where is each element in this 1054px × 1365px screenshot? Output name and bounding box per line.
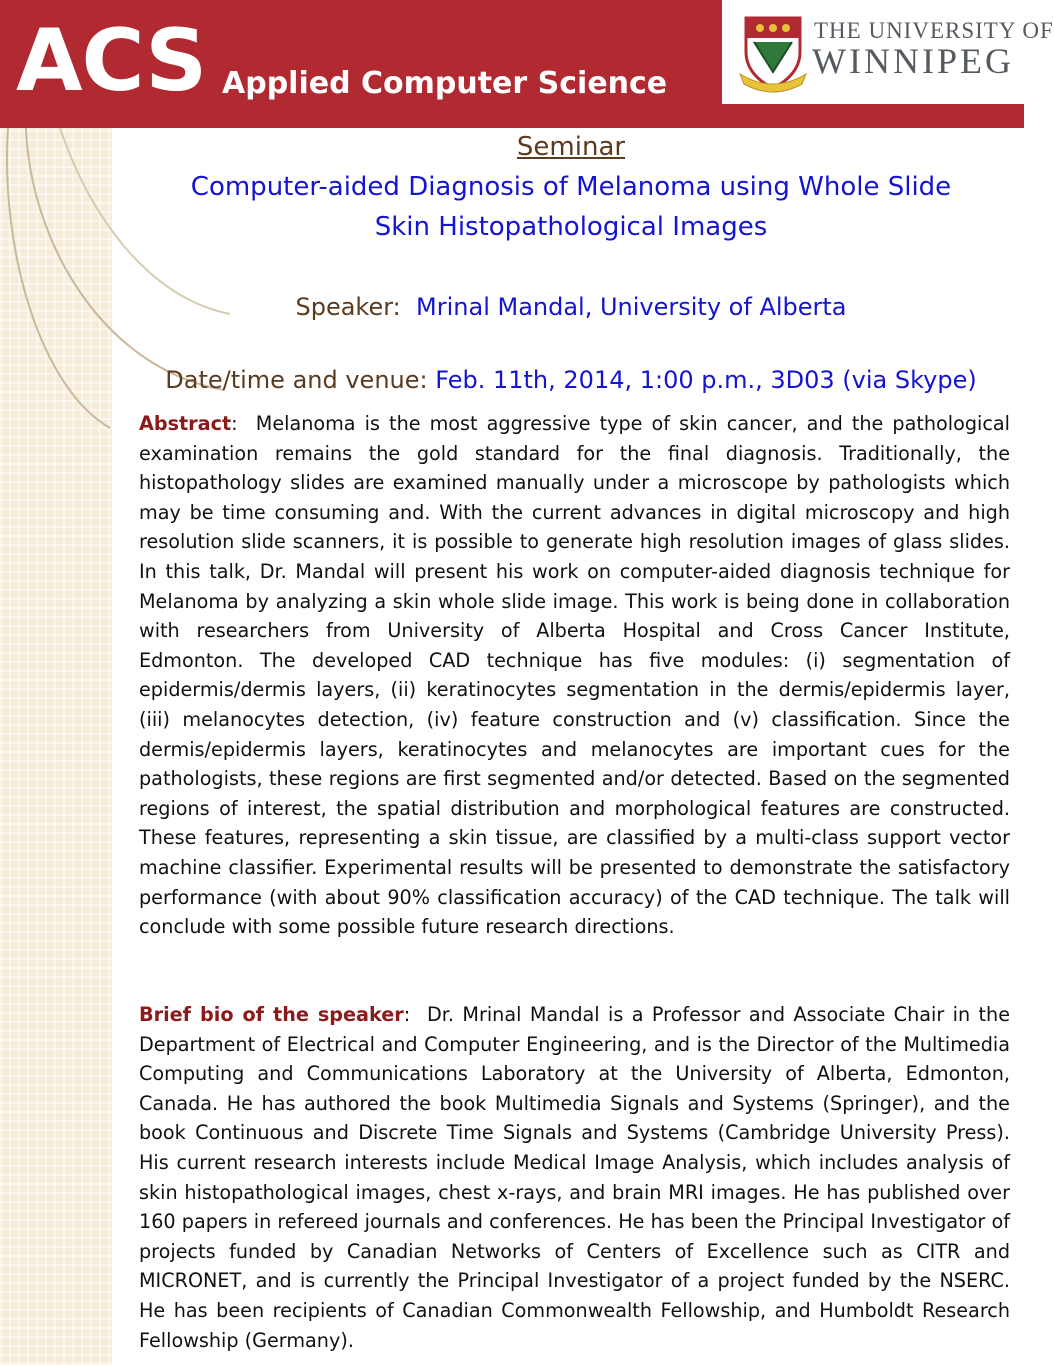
talk-title-line-1: Computer-aided Diagnosis of Melanoma using Whole Slide <box>190 172 952 202</box>
datetime-line <box>118 366 1024 394</box>
talk-title-line-2: Skin Histopathological Images <box>374 212 768 242</box>
university-name-main: WINNIPEG <box>812 41 1014 81</box>
bio-text: Dr. Mrinal Mandal is a Professor and Associate Chair in the Department of Electrical and Computer Engineering, and is the Director of the Multimedia Computing and Communications Laboratory at the University of Alberta, Edmonton, Canada. He has authored the book Multimedia Signals and Systems (Springer), and the book Continuous and Discrete Time Signals and Systems (Cambridge University Press). His current research interests include Medical Image Analysis, which includes analysis of skin histopathological images, chest x-rays, and brain MRI images. He has published over 160 papers in refereed journals and conferences. He has been the Principal Investigator of projects funded by Canadian Networks of Centers of Excellence such as CITR and MICRONET, and is currently the Principal Investigator of a project funded by the NSERC. He has been recipients of Canadian Commonwealth Fellowship, and Humboldt Research Fellowship (Germany). <box>139 1003 1011 1352</box>
abstract-label: Abstract <box>139 412 232 435</box>
abstract-text: Melanoma is the most aggressive type of skin cancer, and the pathological examination remains the gold standard for the final diagnosis. Traditionally, the histopathology slides are examined manually under a microscope by pathologists which may be time consuming and. With the current advances in digital microscopy and high resolution slide scanners, it is possible to generate high resolution images of glass slides. In this talk, Dr. Mandal will present his work on computer-aided diagnosis technique for Melanoma by analyzing a skin whole slide image. This work is being done in collaboration with researchers from University of Alberta Hospital and Cross Cancer Institute, Edmonton. The developed CAD technique has five modules: (i) segmentation of epidermis/dermis layers, (ii) keratinocytes segmentation in the dermis/epidermis layer, (iii) melanocytes detection, (iv) feature construction and (v) classification. Since the dermis/epidermis layers, keratinocytes and melanocytes are important cues for the pathologists, these regions are first segmented and/or detected. Based on the segmented regions of interest, the spatial distribution and morphological features are constructed. These features, representing a skin tissue, are classified by a multi-class support vector machine classifier. Experimental results will be presented to demonstrate the satisfactory performance (with about 90% classification accuracy) of the CAD technique. The talk will conclude with some possible future research directions. <box>139 412 1010 939</box>
university-crest-icon <box>740 12 806 92</box>
header-banner <box>0 0 1054 128</box>
university-logo <box>722 0 1054 104</box>
department-name: Applied Computer Science <box>222 66 668 101</box>
speaker-value: Mrinal Mandal, University of Alberta <box>416 293 847 321</box>
datetime-label: Date/time and venue: <box>165 366 428 394</box>
datetime-value: Feb. 11th, 2014, 1:00 p.m., 3D03 (via Skype) <box>435 366 977 394</box>
abstract-paragraph: Abstract: Melanoma is the most aggressive type of skin cancer, and the pathological examination remains the gold standard for the final diagnosis. Traditionally, the histopathology slides are examined manually under a microscope by pathologists which may be time consuming and. With the current advances in digital microscopy and high resolution slide scanners, it is possible to generate high resolution images of glass slides. In this talk, Dr. Mandal will present his work on computer-aided diagnosis technique for Melanoma by analyzing a skin whole slide image. This work is being done in collaboration with researchers from University of Alberta Hospital and Cross Cancer Institute, Edmonton. The developed CAD technique has five modules: (i) segmentation of epidermis/dermis layers, (ii) keratinocytes segmentation in the dermis/epidermis layer, (iii) melanocytes detection, (iv) feature construction and (v) classification. Since the dermis/epidermis layers, keratinocytes and melanocytes are important cues for the pathologists, these regions are first segmented and/or detected. Based on the segmented regions of interest, the spatial distribution and morphological features are constructed. These features, representing a skin tissue, are classified by a multi-class support vector machine classifier. Experimental results will be presented to demonstrate the satisfactory performance (with about 90% classification accuracy) of the CAD technique. The talk will conclude with some possible future research directions. <box>139 412 1010 939</box>
bio-paragraph: Brief bio of the speaker: Dr. Mrinal Mandal is a Professor and Associate Chair in the Department of Electrical and Computer Engineering, and is the Director of the Multimedia Computing and Communications Laboratory at the University of Alberta, Edmonton, Canada. He has authored the book Multimedia Signals and Systems (Springer), and the book Continuous and Discrete Time Signals and Systems (Cambridge University Press). His current research interests include Medical Image Analysis, which includes analysis of skin histopathological images, chest x-rays, and brain MRI images. He has published over 160 papers in refereed journals and conferences. He has been the Principal Investigator of projects funded by Canadian Networks of Centers of Excellence such as CITR and MICRONET, and is currently the Principal Investigator of a project funded by the NSERC. He has been recipients of Canadian Commonwealth Fellowship, and Humboldt Research Fellowship (Germany). <box>139 1003 1011 1352</box>
speaker-label: Speaker: <box>295 293 401 321</box>
university-name-top: THE UNIVERSITY OF <box>814 18 1054 43</box>
speaker-line <box>118 293 1024 321</box>
acs-logo-text: ACS <box>16 11 207 111</box>
seminar-heading: Seminar <box>516 132 626 162</box>
bio-label: Brief bio of the speaker <box>139 1003 404 1026</box>
